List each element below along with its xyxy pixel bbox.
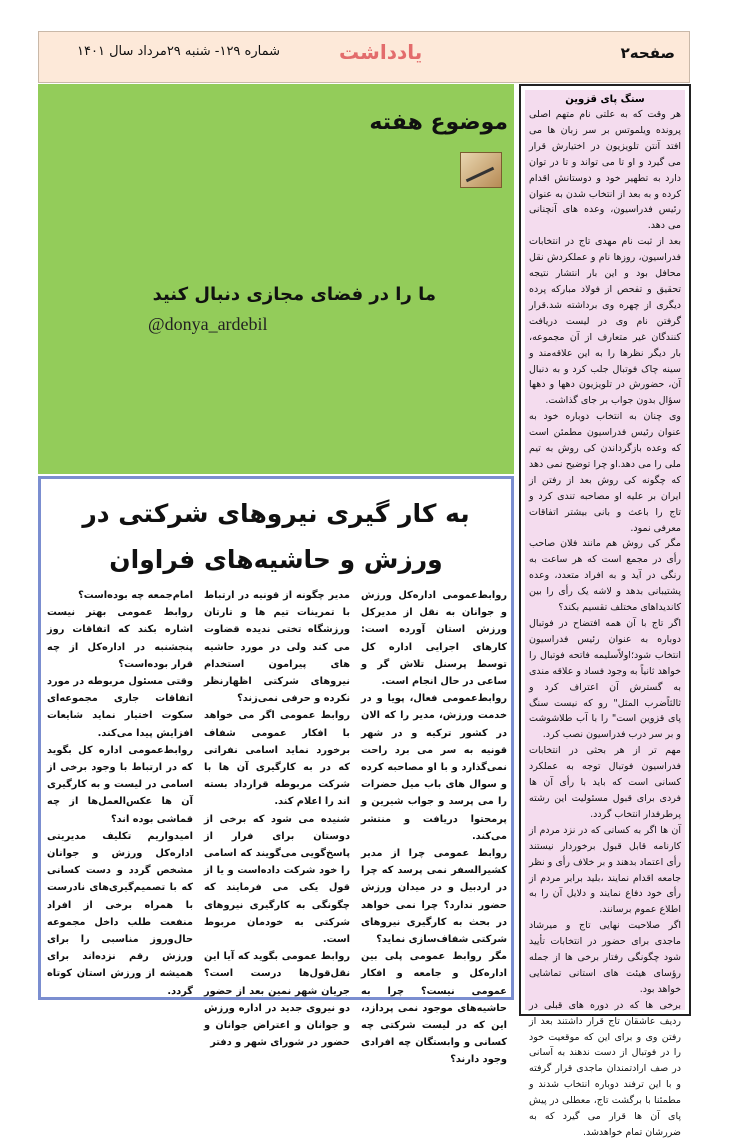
article-column-2	[204, 587, 350, 1049]
sidebar-paragraph: برخی ها که در دوره های قبلی در ردیف عاشقان تاج قرار داشتند بعد از رفتن وی و برای این که موقعیت خود را در فوتبال از دست ندهند به آسانی در صف ارادتمندان ماجدی قرار گرفته و با این ترفند دوباره انتخاب شدند و مطمئنا با برگشت تاج، معطلی در پیش پای آن ها قرار می گیرد که به ضررشان تمام خواهدشد.	[529, 999, 681, 1138]
article-column-1	[361, 587, 507, 1066]
social-handle: @donya_ardebil	[148, 314, 268, 334]
sidebar-paragraph: بعد از ثبت نام مهدی تاج در انتخابات فدراسیون، روزها نام و عملکردش نقل محافل بود و این بار انتشار نتیجه تحقیق و تفحص از فولاد مبارکه پرده دیگری از چهره وی برداشته شد.قرار گرفتن نام وی در لیست دریافت کنندگان غیر متعارف از آن مجموعه، بار دیگر نظرها را به این علاقه‌مند و سینه چاک فوتبال جلب کرد و به دنبال آن، حضورش در تلویزیون دهها و دهها سؤال بدون جواب بر جای گذاشت.	[529, 236, 681, 407]
page-header	[38, 31, 690, 83]
topic-of-week-box	[38, 84, 514, 474]
sidebar-paragraph: اگر صلاحیت نهایی تاج و میرشاد ماجدی برای حضور در انتخابات تأیید شود چگونگی رفتار برخی ها از جمله رؤسای هیئت های استانی تماشایی خواهد بود.	[529, 920, 681, 995]
sidebar-paragraph: مهم تر از هر بحثی در انتخابات فدراسیون فوتبال توجه به عملکرد کسانی است که باید با رأی آن ها فردی برای قبول مسئولیت این رشته پرطرفدار انتخاب گردد.	[529, 745, 681, 820]
article-title: به کار گیری نیروهای شرکتی در ورزش و حاشیه‌های فراوان	[82, 499, 470, 574]
column-text: مدیر چگونه از قونیه در ارتباط با تمرینات تیم ها و تارتان ورزشگاه تختی ندیده قضاوت می کند ولی در مورد حاشیه های پیرامون استخدام نیروهای شرکتی اظهارنظر نکرده و حرفی نمی‌زند؟ روابط عمومی اگر می خواهد با افکار عمومی شفاف برخورد نماید اسامی نفراتی که در به کارگیری آن ها با شرکت مربوطه قرارداد بسته اند را اعلام کند. شنیده می شود که برخی از دوستان برای فرار از پاسخ‌گویی می‌گویند که اسامی را خود شرکت داده‌است و یا از قول یکی می فرمایند که چگونگی به کارگیری نیروهای شرکتی به خودمان مربوط است. روابط عمومی بگوید که آیا این نقل‌قول‌ها درست است؟ جریان شهر نمین بعد از حضور دو نیروی جدید در اداره ورزش و جوانان و اعتراض جوانان و حضور در شورای شهر و دفتر	[204, 590, 350, 1049]
column-text: روابط‌عمومی اداره‌کل ورزش و جوانان به نقل از مدیرکل ورزش استان آورده است: کارهای اجرایی اداره کل توسط پرسنل تلاش گر و ساعی در حال انجام است. روابط‌عمومی فعال، پویا و در خدمت ورزش، مدیر را که الان در کشور ترکیه و در شهر قونیه به سر می برد راحت نمی‌گذارد و با او مصاحبه کرده و سوال های باب میل حضرات را می پرسد و جواب شیرین و پرمحتوا دریافت و منتشر می‌کند. روابط عمومی چرا از مدیر کشیرالسفر نمی پرسد که چرا در اردبیل و در میدان ورزش حضور ندارد؟ چرا نمی خواهد در بحث به کارگیری نیروهای شرکتی شفاف‌سازی نماید؟ مگر روابط عمومی پلی بین اداره‌کل و جامعه و افکار عمومی نیست؟ چرا به حاشیه‌های موجود نمی پردازد، این که در لیست شرکتی چه کسانی و وابستگان چه افرادی وجود دارند؟	[361, 590, 507, 1066]
page-number: صفحه۲	[620, 44, 675, 62]
sidebar-paragraph: مگر کی روش هم مانند فلان صاحب رأی در مجمع است که هر ساعت به رنگی در آید و به افراد متعدد، وعده پشتیبانی بدهد و لاشه یک رأی را بین کاندیداهای مختلف تقسیم بکند؟	[529, 538, 681, 614]
sidebar-paragraph: وی چنان به انتخاب دوباره خود به عنوان رئیس فدراسیون مطمئن است که وعده بازگرداندن کی روش به تیم ملی را می دهد.او چرا توضیح نمی دهد که چگونه کی روش بعد از رفتن از ایران بر علیه او مصاحبه تندی کرد و تاج را باعث و بانی بیشتر اتفاقات معرفی نمود.	[529, 411, 681, 534]
main-article	[38, 476, 514, 1066]
sidebar-title: سنگ پای قزوین	[565, 94, 645, 105]
article-columns	[47, 587, 507, 1066]
section-title: یادداشت	[339, 40, 423, 64]
topic-title: موضوع هفته	[369, 110, 508, 135]
follow-text: ما را در فضای مجازی دنبال کنید	[152, 284, 436, 305]
sidebar-paragraph: هر وقت که به علتی نام متهم اصلی پرونده ویلموتس بر سر زبان ها می افتد آنتن تلویزیون در اختیارش قرار می گیرد و او تا می تواند و تا در توان دارد به تطهیر خود و دوستانش اقدام کرده و به بعد از انتخاب شدن به عنوان رئیس فدراسیون، وعده های آنچنانی می دهد.	[529, 109, 681, 232]
sidebar-paragraph: آن ها اگر به کسانی که در نزد مردم از کارنامه قابل قبول برخوردار نیستند رأی اعتماد بدهند و بر خلاف رأی و نظر جامعه اقدام نمایند ،بلید برابر مردم از رأی خود دفاع نمایند و دلایل آن را به اطلاع عموم برسانند.	[529, 824, 681, 916]
column-text: امام‌جمعه چه بوده‌است؟ روابط عمومی بهتر نیست اشاره بکند که اتفاقات روز پنجشنبه در اداره‌کل از چه قرار بوده‌است؟ وقتی مسئول مربوطه در مورد اتفاقات جاری مجموعه‌ای سکوت اختیار نماید شایعات افزایش پیدا می‌کند. روابط‌عمومی اداره کل بگوید که در ارتباط با وجود برخی از اسامی در لیست و به کارگیری آن ها عکس‌العمل‌ها از چه قماشی بوده اند؟ امیدواریم تکلیف مدیریتی اداره‌کل ورزش و جوانان مشخص گردد و دست کسانی که با تصمیم‌گیری‌های نادرست با همراه برخی از افراد منفعت طلب داخل مجموعه حال‌وروز مناسبی را برای ورزش رقم نزده‌اند برای همیشه از ورزش استان کوتاه گردد.	[47, 590, 193, 997]
sidebar-paragraph: اگر تاج با آن همه افتضاح در فوتبال دوباره به عنوان رئیس فدراسیون انتخاب شود؛اولاًسلیمه فاتحه فوتبال را خواهد ثانیاً به وجود فساد و علاقه مندی به گسترش آن اعتراف کرد و ثالثاًضرب المثل" رو که نیست سنگ پای قزوین است" را با آب طلاشوشت و بر سر درب فدراسیون نصب کرد.	[529, 618, 681, 741]
sidebar-content	[525, 90, 685, 1138]
sidebar-column	[519, 84, 691, 1138]
article-column-3	[47, 587, 193, 997]
pen-writing-icon	[460, 152, 502, 188]
issue-info: شماره ۱۲۹- شنبه ۲۹مرداد سال ۱۴۰۱	[77, 44, 281, 59]
